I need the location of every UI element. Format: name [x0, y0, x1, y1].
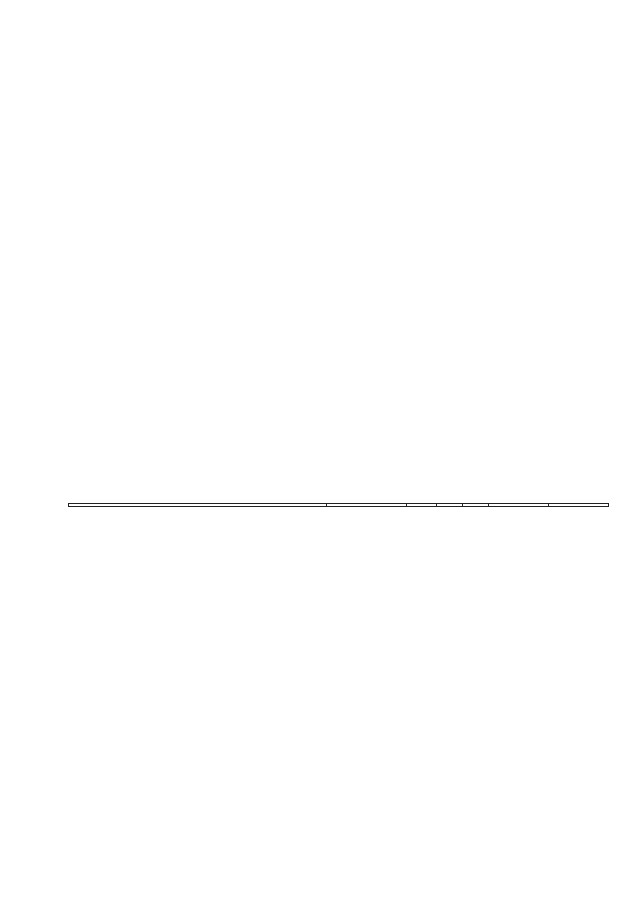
table-header-row: [69, 504, 609, 507]
header-name: [69, 504, 327, 507]
header-rz: [437, 504, 463, 507]
header-pr: [463, 504, 489, 507]
allocation-table: [68, 503, 609, 507]
header-sum-2022: [489, 504, 549, 507]
header-vr: [407, 504, 437, 507]
header-sum-2023: [549, 504, 609, 507]
header-code: [327, 504, 407, 507]
